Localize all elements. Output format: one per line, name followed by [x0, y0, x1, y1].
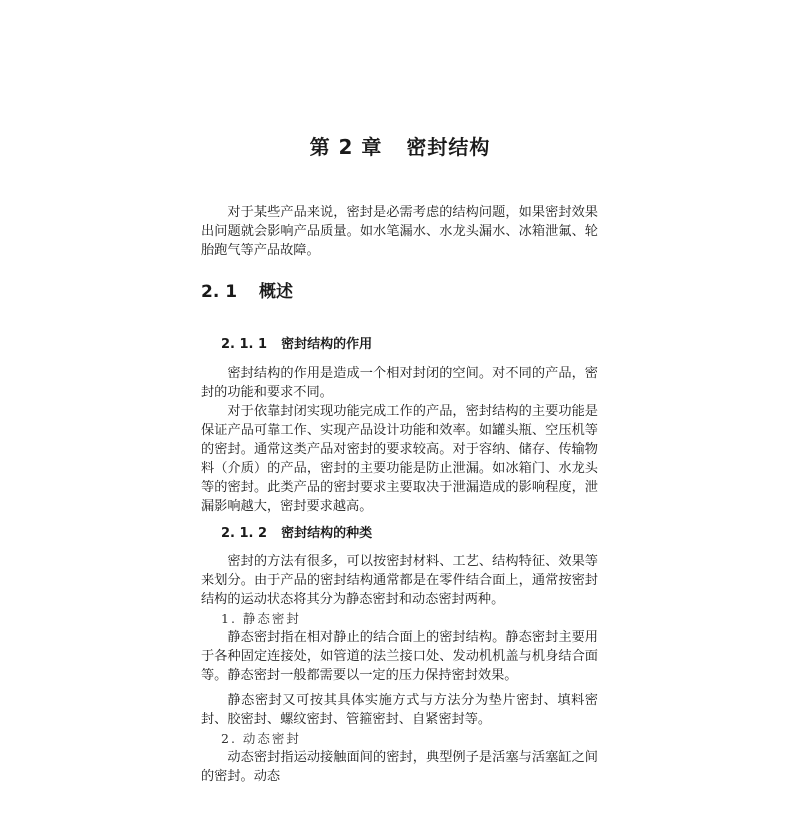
section-title: 概述: [259, 282, 294, 302]
chapter-name: 密封结构: [406, 135, 491, 159]
paragraph: 密封的方法有很多，可以按密封材料、工艺、结构特征、效果等来划分。由于产品的密封结构通常都是在零件结合面上，通常按密封结构的运动状态将其分为静态密封和动态密封两种。: [201, 554, 598, 607]
subsection-number: 2. 1. 1: [221, 337, 268, 352]
paragraph: 对于依靠封闭实现功能完成工作的产品，密封结构的主要功能是保证产品可靠工作、实现产品设计功能和效率。如罐头瓶、空压机等的密封。通常这类产品对密封的要求较高。对于容纳、储存、传输物料（介质）的产品，密封的主要功能是防止泄漏。如冰箱门、水龙头等的密封。此类产品的密封要求主要取决于泄漏造成的影响程度，泄漏影响越大，密封要求越高。: [201, 404, 598, 514]
subsection-title: 密封结构的作用: [281, 337, 373, 352]
intro-paragraph: 对于某些产品来说，密封是必需考虑的结构问题，如果密封效果出问题就会影响产品质量。如水笔漏水、水龙头漏水、冰箱泄氟、轮胎跑气等产品故障。: [201, 205, 598, 258]
intro-block: [201, 203, 598, 260]
chapter-title: [0, 134, 800, 160]
chapter-number: 第 2 章: [309, 135, 383, 159]
subsection-title: 密封结构的种类: [281, 526, 373, 541]
subsection-number: 2. 1. 2: [221, 526, 268, 541]
section-heading-2-1: [201, 281, 598, 303]
paragraph: 密封结构的作用是造成一个相对封闭的空间。对不同的产品，密封的功能和要求不同。: [201, 366, 598, 400]
list-item-label: 1. 静态密封: [221, 611, 301, 626]
subsection-2-1-2-body: [201, 552, 598, 786]
paragraph: 静态密封又可按其具体实施方式与方法分为垫片密封、填料密封、胶密封、螺纹密封、管箍密封、自紧密封等。: [201, 693, 598, 727]
paragraph: 动态密封指运动接触面间的密封，典型例子是活塞与活塞缸之间的密封。动态: [201, 750, 598, 784]
paragraph: 静态密封指在相对静止的结合面上的密封结构。静态密封主要用于各种固定连接处，如管道的法兰接口处、发动机机盖与机身结合面等。静态密封一般都需要以一定的压力保持密封效果。: [201, 630, 598, 683]
subsection-2-1-1-body: [201, 364, 598, 516]
list-item-label: 2. 动态密封: [221, 731, 301, 746]
subsection-heading-2-1-2: [201, 524, 598, 543]
subsection-heading-2-1-1: [201, 335, 598, 354]
section-number: 2. 1: [201, 282, 238, 302]
